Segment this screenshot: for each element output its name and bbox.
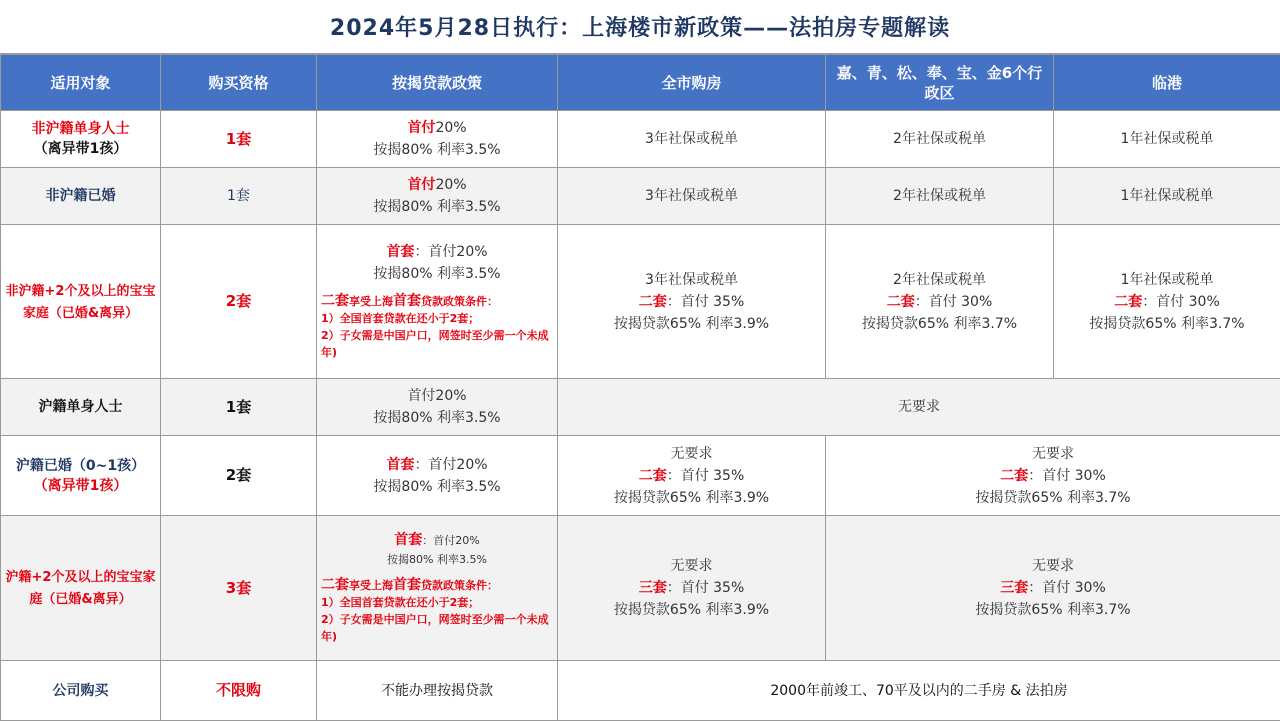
second-home-label: 二套 <box>321 293 349 309</box>
condition-2: 2）子女需是中国户口，网签时至少需一个未成年) <box>321 611 553 645</box>
second-home-label: 二套 <box>1000 468 1028 484</box>
merged-requirement-cell: 无要求 <box>558 379 1280 436</box>
second-home-label: 二套 <box>1114 294 1142 310</box>
header-qualification: 购买资格 <box>161 55 317 111</box>
first-home-loan: 按揭80% 利率3.5% <box>321 263 553 285</box>
citywide-cell: 无要求 三套：首付 35% 按揭贷款65% 利率3.9% <box>558 516 826 661</box>
qualification-value: 1套 <box>226 398 251 416</box>
first-home-label: 首套 <box>386 457 414 473</box>
qualification-cell <box>161 168 317 225</box>
table-row <box>1 436 1280 516</box>
qualification-cell <box>161 436 317 516</box>
target-text: 非沪籍已婚 <box>46 188 116 204</box>
target-cell <box>1 168 161 225</box>
loan-cell <box>317 168 558 225</box>
second-home-label: 二套 <box>887 294 915 310</box>
qualification-cell <box>161 661 317 721</box>
qualification-value: 3套 <box>226 579 251 597</box>
six-districts-cell: 2年社保或税单 <box>826 111 1054 168</box>
target-text: 沪籍单身人士 <box>39 399 123 415</box>
target-note: （离异带1孩） <box>5 476 156 496</box>
target-cell <box>1 225 161 379</box>
citywide-cell: 无要求 二套：首付 35% 按揭贷款65% 利率3.9% <box>558 436 826 516</box>
qualification-cell <box>161 516 317 661</box>
qualification-cell <box>161 111 317 168</box>
header-target: 适用对象 <box>1 55 161 111</box>
target-text: 沪籍 <box>6 570 32 585</box>
merged-requirement-cell: 2000年前竣工、70平及以内的二手房 & 法拍房 <box>558 661 1280 721</box>
third-home-label: 三套 <box>639 580 667 596</box>
other-districts-cell: 无要求 二套：首付 30% 按揭贷款65% 利率3.7% <box>826 436 1280 516</box>
table-row <box>1 661 1280 721</box>
third-home-label: 三套 <box>1000 580 1028 596</box>
qualification-cell <box>161 379 317 436</box>
target-cell <box>1 111 161 168</box>
target-cell <box>1 661 161 721</box>
qualification-value: 1套 <box>227 188 250 204</box>
lingang-cell: 1年社保或税单 <box>1054 168 1280 225</box>
loan-cell: 不能办理按揭贷款 <box>317 661 558 721</box>
second-home-conditions: 二套享受上海首套贷款政策条件： 1）全国首套贷款在还小于2套； 2）子女需是中国户口，网签时至少需一个未成年) <box>321 293 553 361</box>
target-note: +2个及以上的宝宝家庭（已婚&离异） <box>23 284 156 321</box>
header-lingang: 临港 <box>1054 55 1280 111</box>
six-districts-cell: 2年社保或税单 <box>826 168 1054 225</box>
qualification-value: 1套 <box>226 130 251 148</box>
target-text: 公司购买 <box>53 683 109 699</box>
second-home-conditions: 二套享受上海首套贷款政策条件： 1）全国首套贷款在还小于2套； 2）子女需是中国户口，网签时至少需一个未成年) <box>321 577 553 645</box>
citywide-cell: 3年社保或税单 二套：首付 35% 按揭贷款65% 利率3.9% <box>558 225 826 379</box>
first-home-loan: 按揭80% 利率3.5% <box>321 551 553 569</box>
second-home-label: 二套 <box>639 294 667 310</box>
qualification-value: 2套 <box>226 292 251 310</box>
first-home-label: 首套 <box>394 532 422 548</box>
table-row <box>1 516 1280 661</box>
target-cell <box>1 516 161 661</box>
loan-terms: 按揭80% 利率3.5% <box>321 407 553 429</box>
header-row <box>1 55 1280 111</box>
qualification-value: 2套 <box>226 466 251 484</box>
target-cell <box>1 436 161 516</box>
condition-1: 1）全国首套贷款在还小于2套； <box>321 594 553 611</box>
header-six-districts: 嘉、青、松、奉、宝、金6个行政区 <box>826 55 1054 111</box>
qualification-value: 不限购 <box>216 681 261 699</box>
lingang-cell: 1年社保或税单 <box>1054 111 1280 168</box>
first-home-label: 首套 <box>386 244 414 260</box>
loan-cell <box>317 225 558 379</box>
loan-cell: 首套：首付20% 按揭80% 利率3.5% <box>317 436 558 516</box>
target-note: +2个及以上的宝宝家庭（已婚&离异） <box>29 570 155 607</box>
target-text: 非沪籍 <box>6 284 45 299</box>
table-row <box>1 225 1280 379</box>
loan-cell <box>317 379 558 436</box>
table-row <box>1 168 1280 225</box>
other-districts-cell: 无要求 三套：首付 30% 按揭贷款65% 利率3.7% <box>826 516 1280 661</box>
lingang-cell: 1年社保或税单 二套：首付 30% 按揭贷款65% 利率3.7% <box>1054 225 1280 379</box>
target-note: （离异带1孩） <box>5 139 156 159</box>
six-districts-cell: 2年社保或税单 二套：首付 30% 按揭贷款65% 利率3.7% <box>826 225 1054 379</box>
condition-2: 2）子女需是中国户口，网签时至少需一个未成年) <box>321 327 553 361</box>
down-payment-value: 首付20% <box>321 385 553 407</box>
loan-terms: 按揭80% 利率3.5% <box>321 196 553 218</box>
down-payment-label: 首付 <box>407 120 435 136</box>
target-cell <box>1 379 161 436</box>
second-home-label: 二套 <box>321 577 349 593</box>
citywide-cell: 3年社保或税单 <box>558 111 826 168</box>
table-row <box>1 379 1280 436</box>
loan-terms: 按揭80% 利率3.5% <box>321 139 553 161</box>
loan-cell <box>317 111 558 168</box>
target-text: 沪籍已婚（0~1孩） <box>5 456 156 476</box>
citywide-cell: 3年社保或税单 <box>558 168 826 225</box>
qualification-cell <box>161 225 317 379</box>
first-home-terms: ：首付20% <box>414 244 487 260</box>
down-payment-value: 20% <box>435 177 466 193</box>
condition-1: 1）全国首套贷款在还小于2套； <box>321 310 553 327</box>
down-payment-value: 20% <box>435 120 466 136</box>
second-home-label: 二套 <box>639 468 667 484</box>
header-citywide: 全市购房 <box>558 55 826 111</box>
down-payment-label: 首付 <box>407 177 435 193</box>
header-loan-policy: 按揭贷款政策 <box>317 55 558 111</box>
loan-cell: 首套：首付20% 按揭80% 利率3.5% 二套享受上海首套贷款政策条件： 1）全国首套贷款在还小于2套； 2）子女需是中国户口，网签时至少需一个未成年) <box>317 516 558 661</box>
target-text: 非沪籍单身人士 <box>5 119 156 139</box>
loan-terms: 按揭80% 利率3.5% <box>321 476 553 498</box>
page-title: 2024年5月28日执行：上海楼市新政策——法拍房专题解读 <box>0 0 1280 54</box>
table-row <box>1 111 1280 168</box>
policy-table <box>0 54 1280 721</box>
